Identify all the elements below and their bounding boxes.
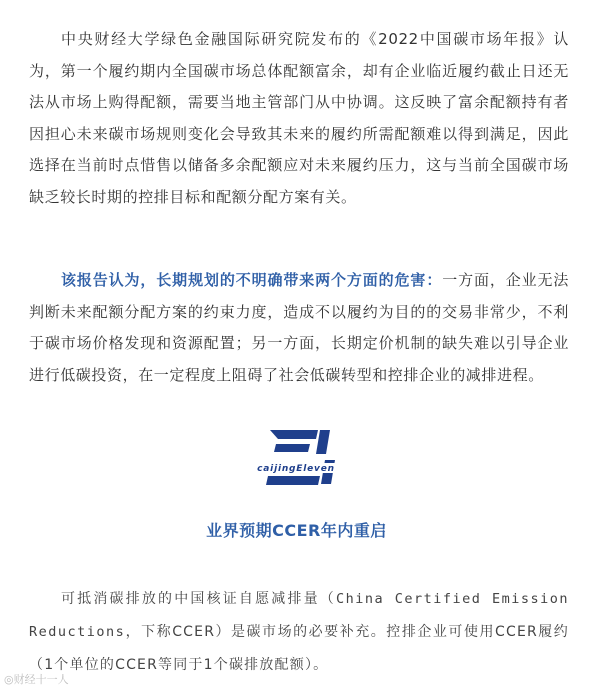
paragraph-2-text: 一方面，企业无法判断未来配额分配方案的约束力度，造成不以履约为目的的交易非常少，不利于碳市场价格发现和资源配置；另一方面，长期定价机制的缺失难以引导企业进行低碳投资，在一定程度上阻碍了社会低碳转型和控排企业的减排进程。 <box>29 271 569 384</box>
logo-text: caijingEleven <box>257 464 335 474</box>
paragraph-long-term-planning <box>29 265 569 391</box>
section-subheading: 业界预期CCER年内重启 <box>206 521 387 540</box>
watermark-text: 财经十一人 <box>13 673 69 686</box>
paragraph-3-text-a: 可抵消碳排放的中国核证自愿减排量（ <box>61 591 336 607</box>
paragraph-3-english-term: China Certified Emission Reductions <box>29 591 569 640</box>
paragraph-ccer <box>29 583 569 682</box>
paragraph-carbon-market-report <box>29 24 569 213</box>
caijing-eleven-logo-icon <box>246 428 346 490</box>
paragraph-3-text-b: ，下称CCER）是碳市场的必要补充。控排企业可使用CCER履约（1个单位的CCER等同于1个碳排放配额）。 <box>29 624 569 673</box>
paragraph-1-text: 中央财经大学绿色金融国际研究院发布的《2022中国碳市场年报》认为，第一个履约期内全国碳市场总体配额富余，却有企业临近履约截止日还无法从市场上购得配额，需要当地主管部门从中协调。这反映了富余配额持有者因担心未来碳市场规则变化会导致其未来的履约所需配额难以得到满足，因此选择在当前时点惜售以储备多余配额应对未来履约压力，这与当前全国碳市场缺乏较长时期的控排目标和配额分配方案有关。 <box>29 30 569 206</box>
paragraph-2-emphasis: 该报告认为，长期规划的不明确带来两个方面的危害： <box>61 271 443 289</box>
watermark-logo-icon: ◎ <box>4 673 14 686</box>
caijing-eleven-logo <box>246 428 346 490</box>
watermark <box>4 671 69 687</box>
